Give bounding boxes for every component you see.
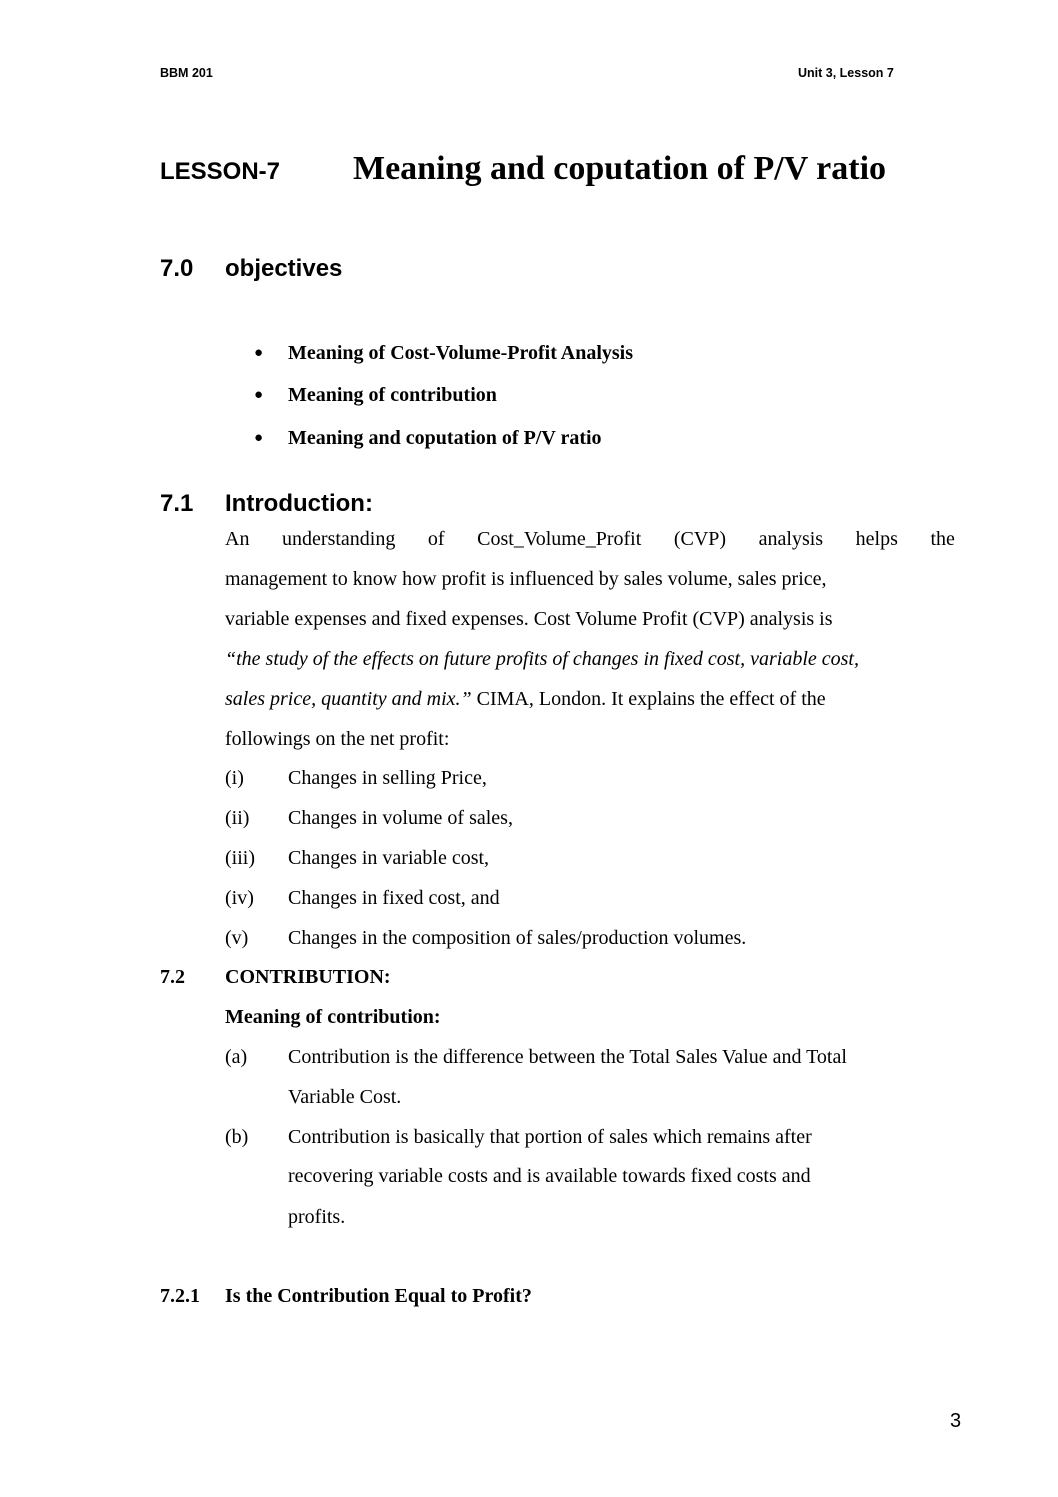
bullet-icon: ● <box>254 387 264 403</box>
list-item-label: (i) <box>225 767 244 789</box>
list-item-label: (a) <box>225 1046 248 1068</box>
intro-paragraph-line-6: followings on the net profit: <box>225 728 450 750</box>
lesson-title: Meaning and coputation of P/V ratio <box>353 150 887 187</box>
list-item-text: Changes in the composition of sales/production volumes. <box>288 927 747 949</box>
header-course-code: BBM 201 <box>160 66 213 80</box>
list-item-label: (iv) <box>225 887 254 909</box>
intro-quote-line-2: sales price, quantity and mix.” <box>225 688 472 710</box>
word: Cost_Volume_Profit <box>477 528 642 550</box>
header-unit-lesson: Unit 3, Lesson 7 <box>798 66 894 80</box>
section-title-contribution: CONTRIBUTION: <box>225 966 391 988</box>
word: the <box>930 528 955 550</box>
list-item-text: Contribution is basically that portion of sales which remains after <box>288 1126 812 1148</box>
word: analysis <box>758 528 824 550</box>
word: understanding <box>282 528 396 550</box>
list-item-label: (b) <box>225 1126 249 1148</box>
list-item-text: Changes in fixed cost, and <box>288 887 500 909</box>
objective-item: Meaning and coputation of P/V ratio <box>288 427 602 449</box>
subsection-number: 7.2.1 <box>160 1285 200 1307</box>
section-number-contribution: 7.2 <box>160 966 185 988</box>
word: (CVP) <box>673 528 727 550</box>
intro-citation: CIMA, London. It explains the effect of the <box>471 688 826 710</box>
list-item-text: Variable Cost. <box>288 1086 402 1108</box>
word: helps <box>855 528 898 550</box>
list-item-text: Changes in variable cost, <box>288 847 490 869</box>
objective-item: Meaning of contribution <box>288 384 497 406</box>
section-title-objectives: objectives <box>225 255 343 282</box>
section-number-introduction: 7.1 <box>160 490 194 517</box>
list-item-label: (ii) <box>225 807 250 829</box>
list-item-label: (iii) <box>225 847 255 869</box>
list-item-text: recovering variable costs and is available towards fixed costs and <box>288 1165 811 1187</box>
list-item-text: profits. <box>288 1206 346 1228</box>
intro-quote-line-1: “the study of the effects on future profits of changes in fixed cost, variable cost, <box>225 648 859 670</box>
lesson-label: LESSON-7 <box>160 158 281 185</box>
page-number: 3 <box>950 1410 962 1432</box>
intro-paragraph-line-5 <box>225 688 826 711</box>
contribution-subheading: Meaning of contribution: <box>225 1006 441 1028</box>
subsection-title: Is the Contribution Equal to Profit? <box>225 1285 532 1307</box>
list-item-text: Changes in volume of sales, <box>288 807 513 829</box>
word: An <box>225 528 250 550</box>
section-number-objectives: 7.0 <box>160 255 194 282</box>
list-item-text: Changes in selling Price, <box>288 767 487 789</box>
intro-paragraph-line-2: management to know how profit is influenced by sales volume, sales price, <box>225 568 827 590</box>
bullet-icon: ● <box>254 430 264 446</box>
list-item-text: Contribution is the difference between the Total Sales Value and Total <box>288 1046 847 1068</box>
word: of <box>427 528 445 550</box>
intro-paragraph-line-3: variable expenses and fixed expenses. Cost Volume Profit (CVP) analysis is <box>225 608 833 630</box>
intro-paragraph-line-1 <box>225 528 955 551</box>
bullet-icon: ● <box>254 345 264 361</box>
list-item-label: (v) <box>225 927 249 949</box>
objective-item: Meaning of Cost-Volume-Profit Analysis <box>288 342 633 364</box>
section-title-introduction: Introduction: <box>225 490 373 517</box>
